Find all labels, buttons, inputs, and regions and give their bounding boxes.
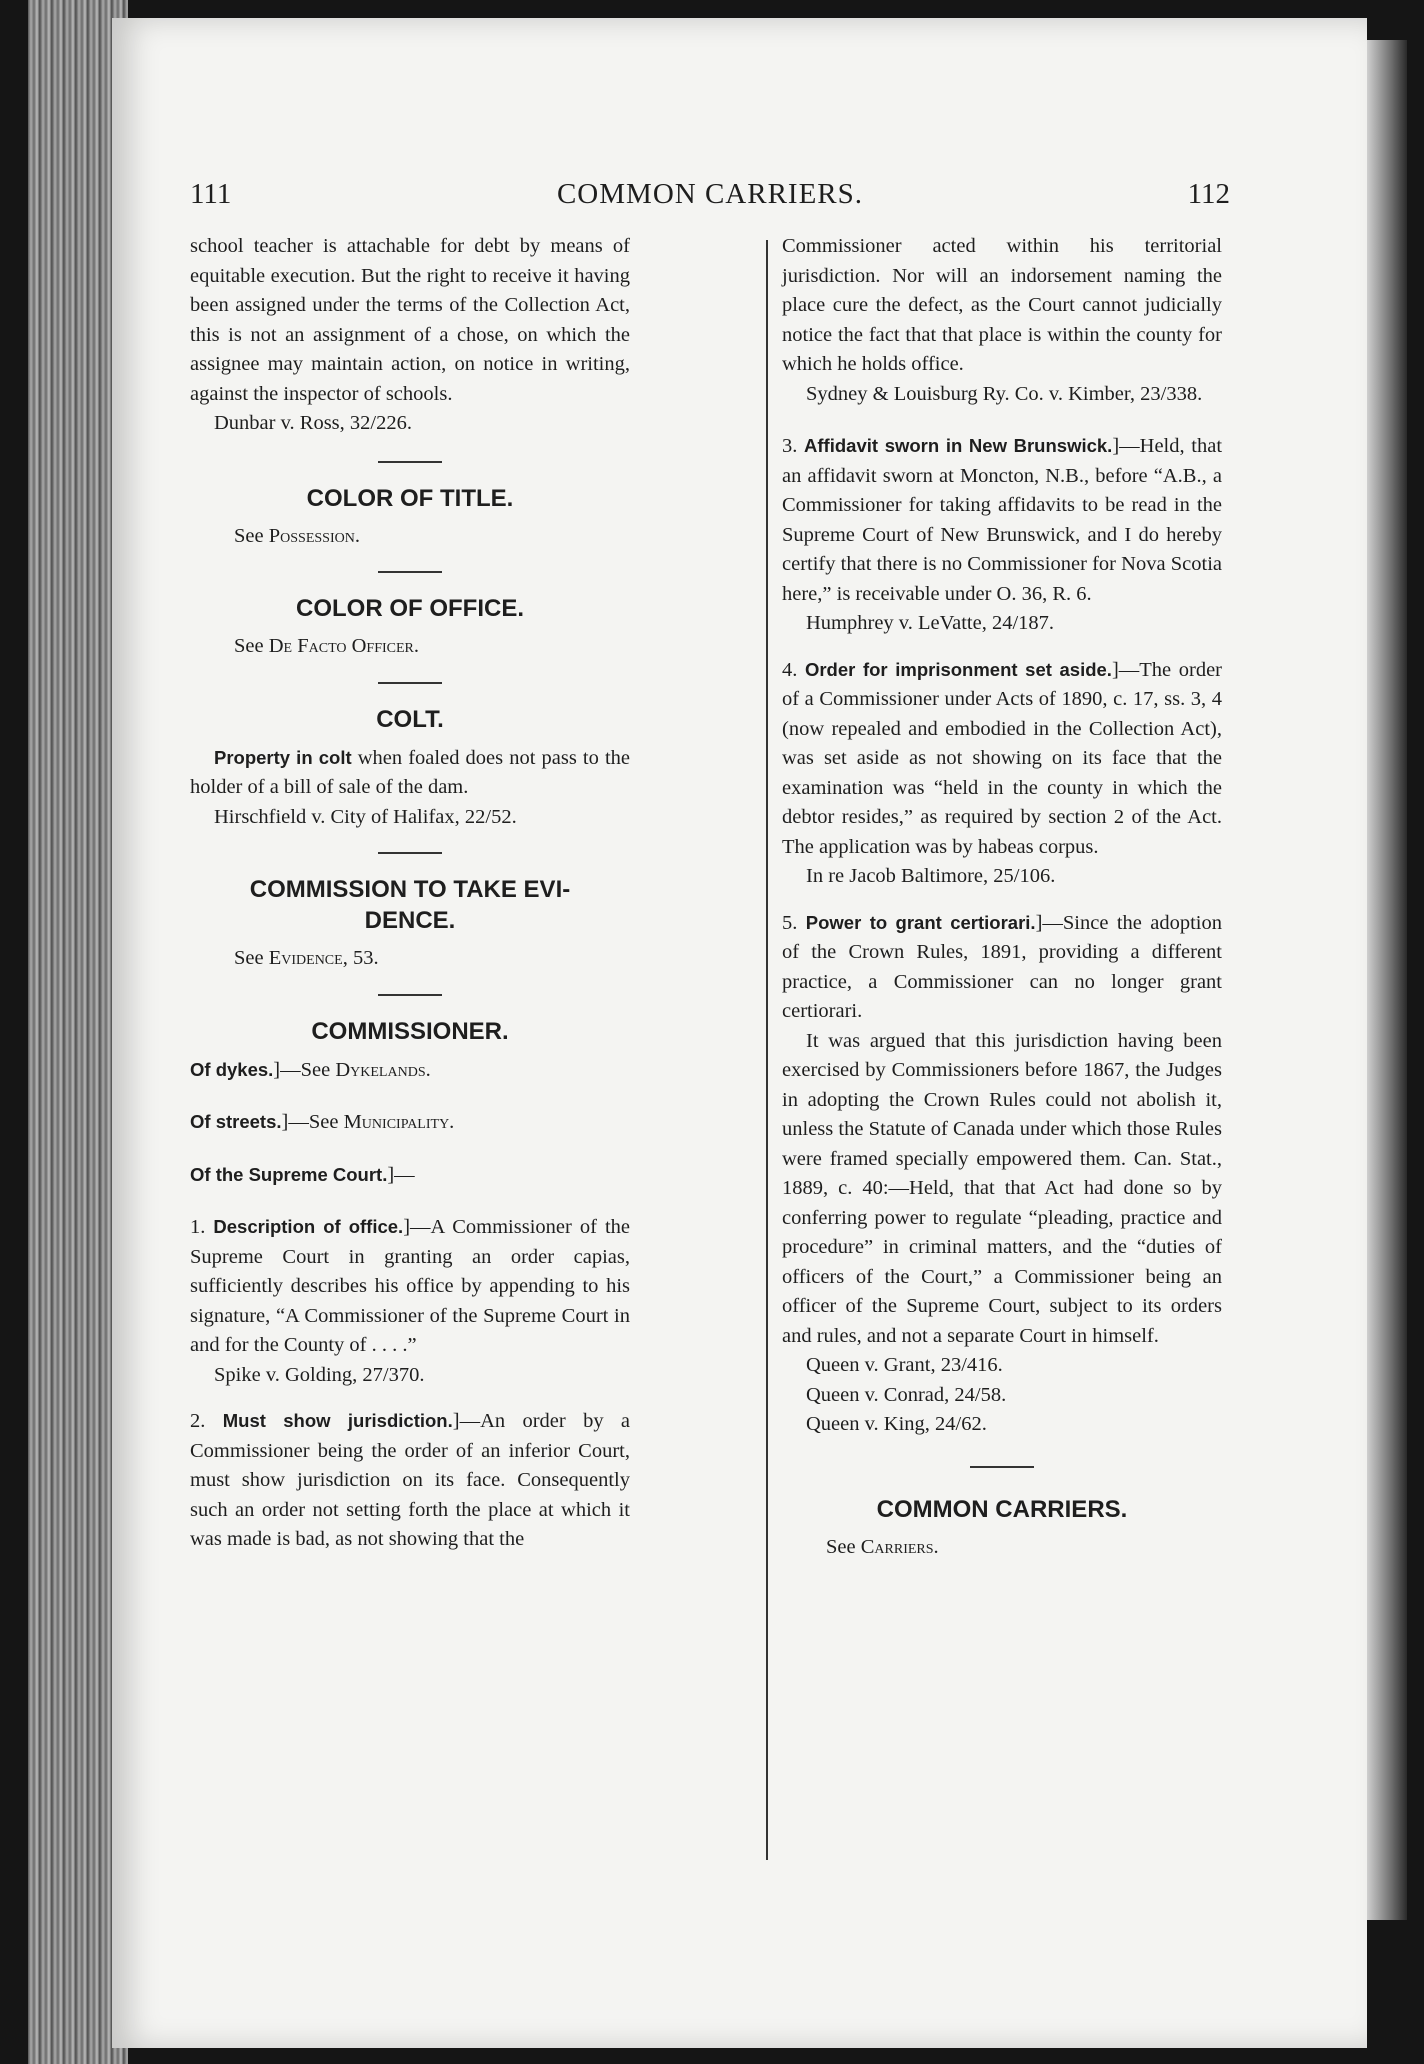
left-column — [190, 232, 630, 1555]
subentry: Of streets.]—See Municipality. — [190, 1111, 455, 1133]
case-citation: Queen v. Grant, 23/416. — [806, 1354, 1003, 1376]
cross-reference: See Evidence, 53. — [234, 947, 379, 969]
numbered-entry: 2. Must show jurisdiction.]—An order by a Commissioner being the order of an inferior Court, must show jurisdiction on its face. Consequently such an order not setting forth the place at which it was made is bad, as not showing that the — [190, 1410, 631, 1550]
numbered-entry: 3. Affidavit sworn in New Brunswick.]—Held, that an affidavit sworn at Moncton, N.B., before “A.B., a Commissioner for taking affidavits to be read in the Supreme Court of New Brunswick, and I do hereby certify that there is no Commissioner for Nova Scotia here,” is receivable under O. 36, R. 6. — [782, 435, 1223, 605]
page-number-left: 111 — [190, 178, 232, 210]
case-citation: Humphrey v. LeVatte, 24/187. — [806, 612, 1055, 634]
section-heading: COLT. — [376, 705, 444, 733]
page-number-right: 112 — [1187, 178, 1230, 210]
paragraph: Property in colt when foaled does not pass to the holder of a bill of sale of the dam. — [190, 746, 630, 798]
section-heading: COMMON CARRIERS. — [876, 1495, 1128, 1523]
cross-reference: See Carriers. — [826, 1535, 939, 1558]
case-citation: Dunbar v. Ross, 32/226. — [214, 412, 412, 434]
running-title: COMMON CARRIERS. — [556, 178, 864, 210]
case-citation: Spike v. Golding, 27/370. — [214, 1363, 425, 1386]
case-citation: Sydney & Louisburg Ry. Co. v. Kimber, 23/338. — [806, 382, 1203, 405]
section-heading: COLOR OF TITLE. — [306, 484, 514, 512]
case-citation: Hirschfield v. City of Halifax, 22/52. — [214, 805, 517, 828]
paragraph: It was argued that this jurisdiction having been exercised by Commissioners before 1867, the Judges in adopting the Crown Rules could not abolish it, unless the Statute of Canada under which those Rules were framed specially empowered them. Can. Stat., 1889, c. 40:—Held, that that Act had done so by conferring power to regulate “pleading, practice and procedure” in criminal matters, and the “duties of officers of the Court,” a Commissioner being an officer of the Supreme Court, subject to its orders and rules, and not a separate Court in himself. — [782, 1029, 1222, 1347]
paragraph: school teacher is attachable for debt by means of equitable execution. But the right to receive it having been assigned under the terms of the Collection Act, this is not an assignment of a chose, on which the assignee may maintain action, on notice in writing, against the inspector of schools. — [190, 235, 630, 405]
section-heading: COLOR OF OFFICE. — [296, 595, 524, 622]
cross-reference: See De Facto Officer. — [234, 635, 419, 657]
right-column — [782, 232, 1222, 1562]
numbered-entry: 5. Power to grant certiorari.]—Since the adoption of the Crown Rules, 1891, providing a different practice, a Commissioner can no longer grant certiorari. — [782, 911, 1222, 1022]
subentry: Of the Supreme Court.]— — [190, 1163, 415, 1186]
subentry: Of dykes.]—See Dykelands. — [190, 1058, 431, 1081]
case-citation: In re Jacob Baltimore, 25/106. — [806, 865, 1056, 887]
case-citation: Queen v. Conrad, 24/58. — [806, 1383, 1007, 1406]
section-heading: COMMISSION TO TAKE EVI- DENCE. — [249, 876, 571, 934]
section-heading: COMMISSIONER. — [311, 1017, 509, 1045]
paragraph: Commissioner acted within his territorial jurisdiction. Nor will an indorsement naming the place cure the defect, as the Court cannot judicially notice the fact that that place is within the county for which he holds office. — [782, 235, 1222, 375]
numbered-entry: 4. Order for imprisonment set aside.]—The order of a Commissioner under Acts of 1890, c. 17, ss. 3, 4 (now repealed and embodied in the Collection Act), was set aside as not showing on its face that the examination was “held in the county in which the debtor resides,” as required by section 2 of the Act. The application was by habeas corpus. — [782, 658, 1222, 858]
column-divider — [766, 240, 768, 1860]
case-citation: Queen v. King, 24/62. — [806, 1413, 987, 1435]
cross-reference: See Possession. — [234, 524, 360, 547]
running-header — [190, 178, 1230, 218]
numbered-entry: 1. Description of office.]—A Commissioner of the Supreme Court in granting an order capias, sufficiently describes his office by appending to his signature, “A Commissioner of the Supreme Court in and for the County of . . . .” — [190, 1216, 630, 1356]
book-spine-shadow — [1367, 40, 1407, 1920]
